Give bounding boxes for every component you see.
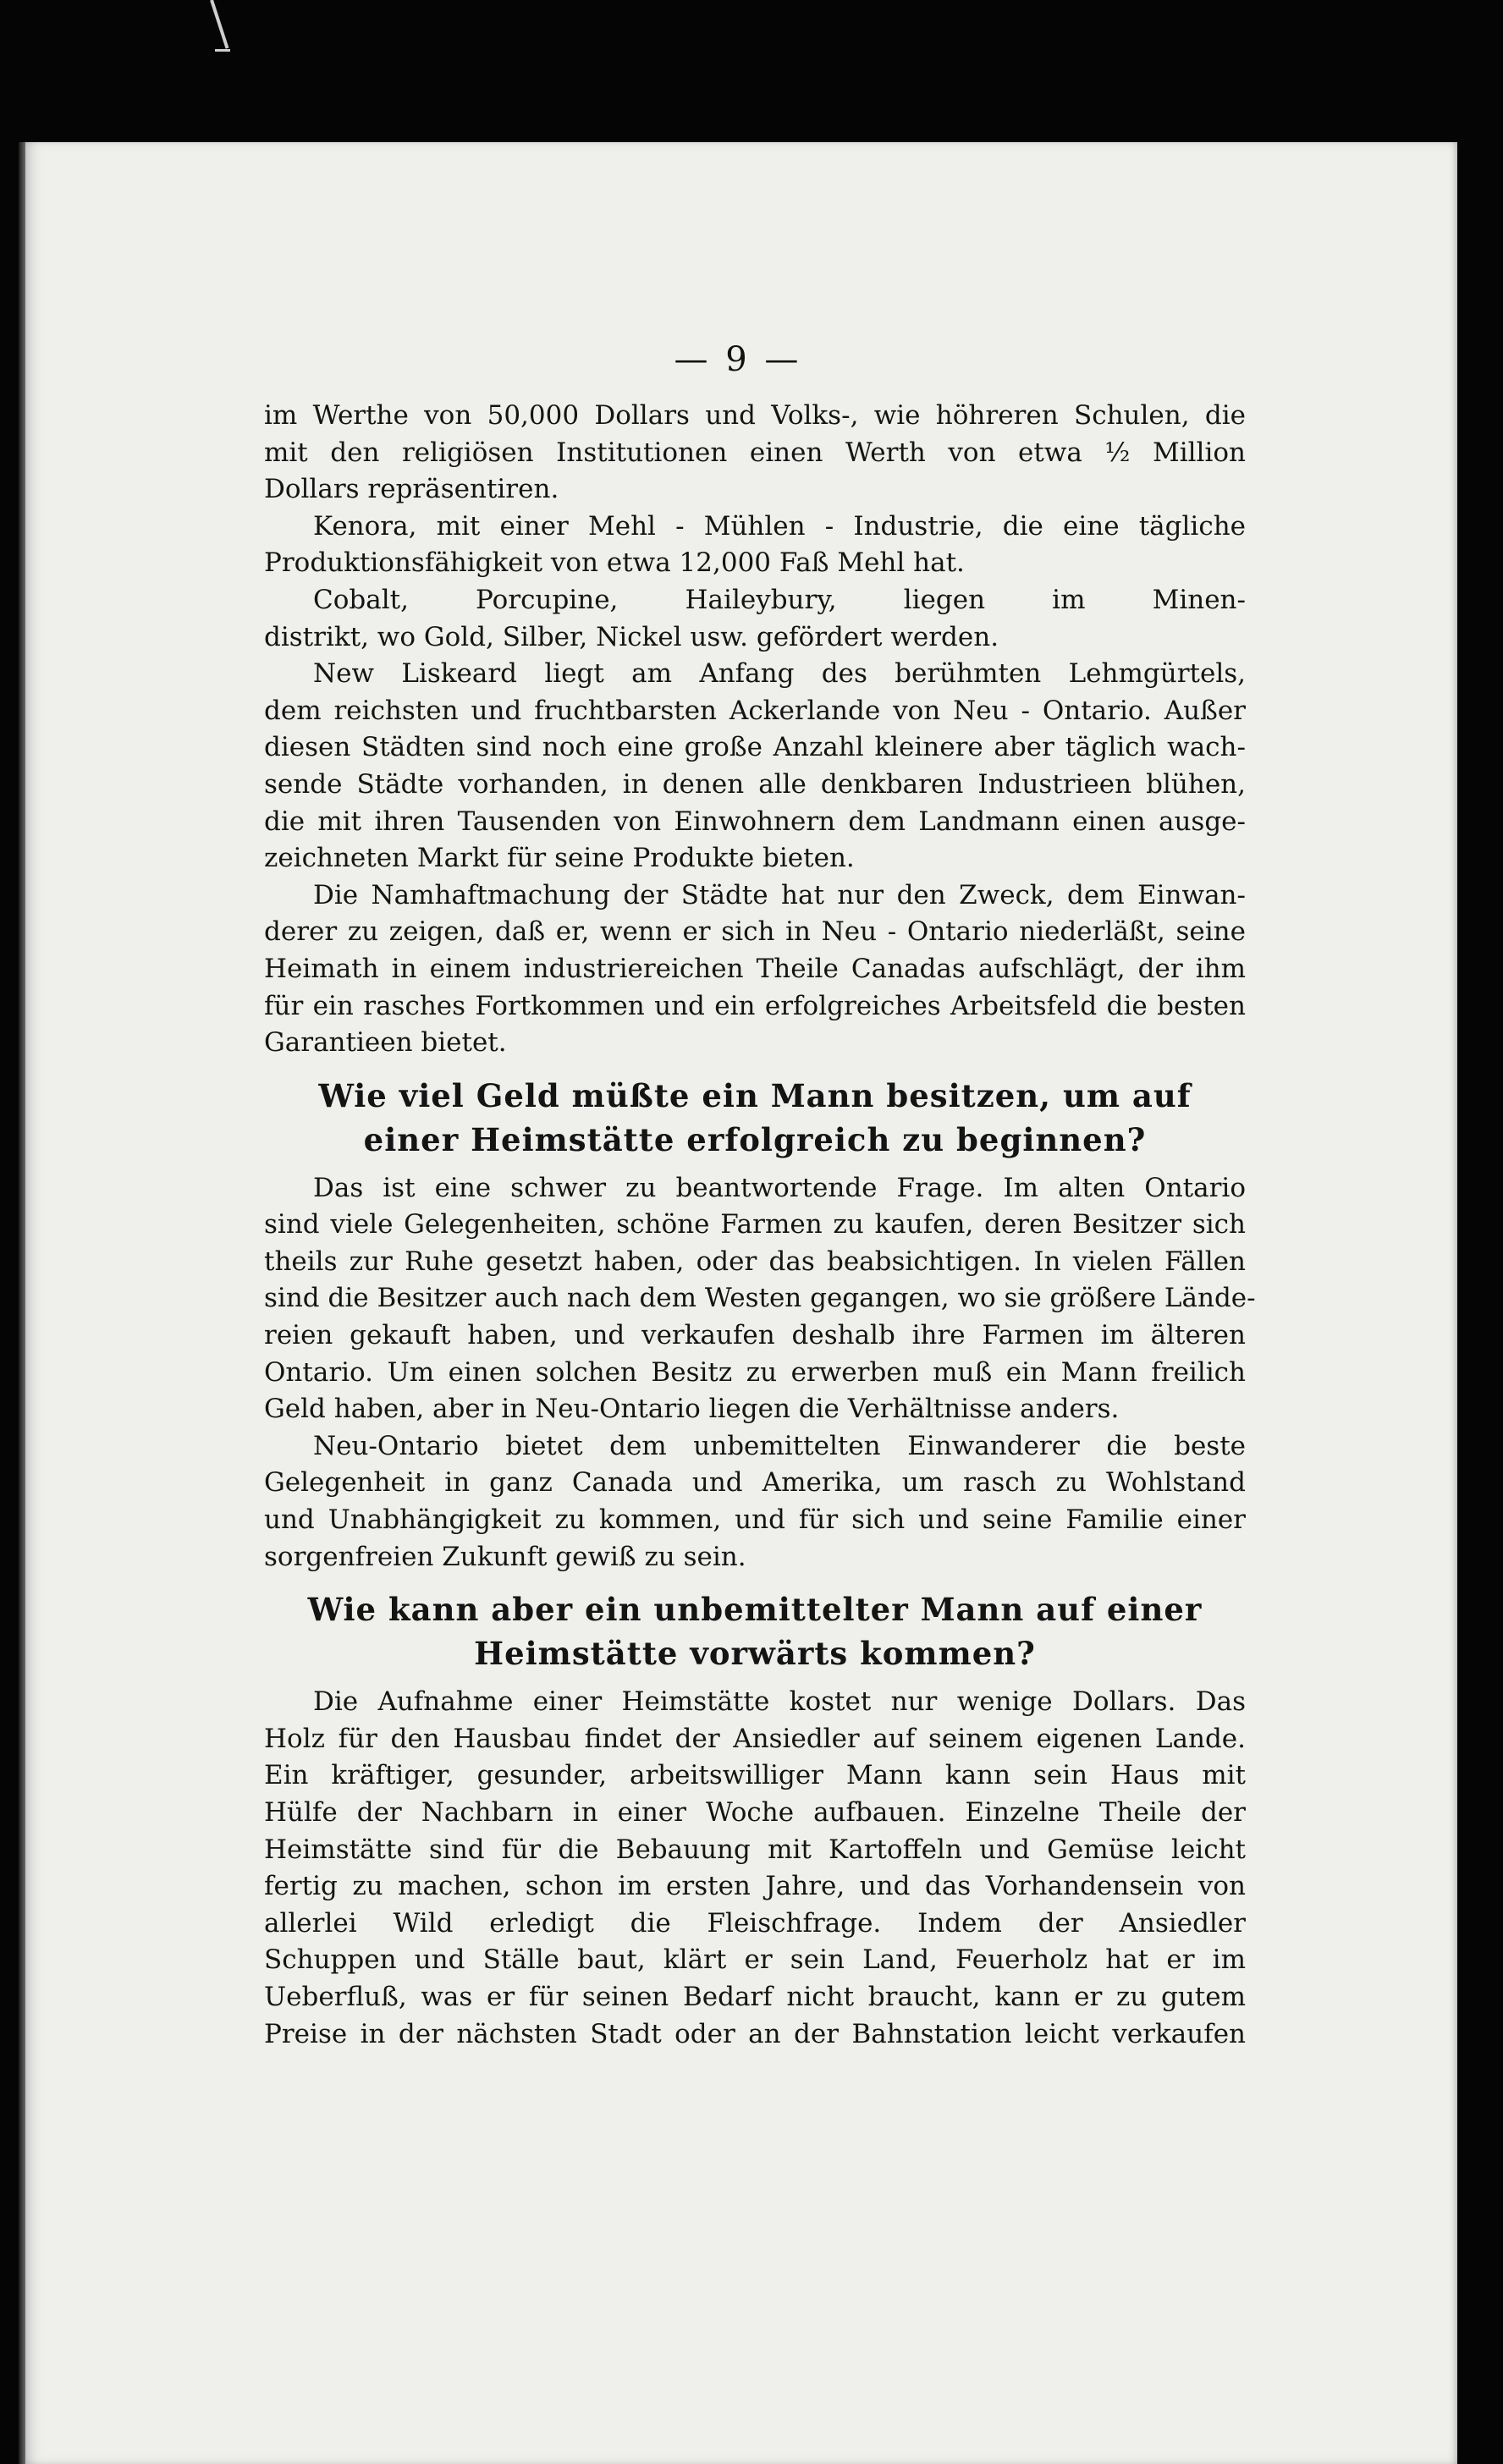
text-line: Das ist eine schwer zu beantwortende Frage. Im alten Ontario	[313, 1172, 1246, 1203]
text-line: zeichneten Markt für seine Produkte bieten.	[264, 843, 855, 874]
text-line: Ueberfluß, was er für seinen Bedarf nicht braucht, kann er zu gutem	[264, 1981, 1246, 2012]
page-text	[264, 398, 1256, 2053]
scan-artifact-mark	[210, 0, 228, 49]
text-line: Neu-Ontario bietet dem unbemittelten Einwanderer die beste	[313, 1430, 1246, 1461]
text-line: sende Städte vorhanden, in denen alle denkbaren Industrieen blühen,	[264, 768, 1246, 800]
text-line: und Unabhängigkeit zu kommen, und für sich und seine Familie einer	[264, 1504, 1246, 1536]
section-heading: Heimstätte vorwärts kommen?	[474, 1635, 1036, 1673]
text-line: Dollars repräsentiren.	[264, 474, 559, 505]
scan-artifact-mark	[215, 49, 230, 52]
text-line: Ontario. Um einen solchen Besitz zu erwerben muß ein Mann freilich	[264, 1356, 1246, 1388]
section-heading: Wie kann aber ein unbemittelter Mann auf einer	[307, 1591, 1203, 1629]
text-line: Garantieen bietet.	[264, 1027, 507, 1059]
text-line: Holz für den Hausbau findet der Ansiedler auf seinem eigenen Lande.	[264, 1723, 1246, 1754]
text-line: sind viele Gelegenheiten, schöne Farmen zu kaufen, deren Besitzer sich	[264, 1209, 1246, 1240]
text-line: sorgenfreien Zukunft gewiß zu sein.	[264, 1541, 746, 1572]
text-line: allerlei Wild erledigt die Fleischfrage. Indem der Ansiedler	[264, 1907, 1246, 1939]
text-line: Heimath in einem industriereichen Theile Canadas aufschlägt, der ihm	[264, 953, 1246, 984]
text-line: fertig zu machen, schon im ersten Jahre, und das Vorhandensein von	[264, 1871, 1246, 1902]
text-line: im Werthe von 50,000 Dollars und Volks-, wie höhreren Schulen, die	[264, 400, 1246, 431]
text-line: Schuppen und Ställe baut, klärt er sein Land, Feuerholz hat er im	[264, 1944, 1246, 1976]
text-line: Preise in der nächsten Stadt oder an der Bahnstation leicht verkaufen	[264, 2018, 1246, 2049]
text-line: Kenora, mit einer Mehl - Mühlen - Industrie, die eine tägliche	[313, 510, 1246, 542]
text-line: Cobalt, Porcupine, Haileybury, liegen im Minen-	[313, 584, 1246, 615]
text-line: mit den religiösen Institutionen einen Werth von etwa ½ Million	[264, 437, 1246, 468]
text-line: dem reichsten und fruchtbarsten Ackerlande von Neu - Ontario. Außer	[264, 695, 1246, 726]
text-line: Hülfe der Nachbarn in einer Woche aufbauen. Einzelne Theile der	[264, 1797, 1246, 1828]
text-line: theils zur Ruhe gesetzt haben, oder das beabsichtigen. In vielen Fällen	[264, 1246, 1246, 1277]
text-line: Heimstätte sind für die Bebauung mit Kartoffeln und Gemüse leicht	[264, 1834, 1246, 1865]
text-line: derer zu zeigen, daß er, wenn er sich in Neu - Ontario niederläßt, seine	[264, 916, 1246, 948]
page-binding-edge	[19, 142, 25, 2464]
text-line: reien gekauft haben, und verkaufen deshalb ihre Farmen im älteren	[264, 1320, 1246, 1351]
text-line: Die Namhaftmachung der Städte hat nur den Zweck, dem Einwan-	[313, 879, 1246, 910]
text-line: distrikt, wo Gold, Silber, Nickel usw. gefördert werden.	[264, 621, 999, 652]
section-heading: Wie viel Geld müßte ein Mann besitzen, um auf	[318, 1076, 1192, 1114]
text-line: für ein rasches Fortkommen und ein erfolgreiches Arbeitsfeld die besten	[264, 990, 1246, 1021]
text-line: New Liskeard liegt am Anfang des berühmten Lehmgürtels,	[313, 658, 1246, 690]
book-page	[19, 142, 1457, 2464]
page-number: — 9 —	[674, 340, 802, 379]
text-line: Ein kräftiger, gesunder, arbeitswilliger Mann kann sein Haus mit	[264, 1760, 1246, 1791]
text-line: Gelegenheit in ganz Canada und Amerika, um rasch zu Wohlstand	[264, 1467, 1246, 1499]
text-line: sind die Besitzer auch nach dem Westen gegangen, wo sie größere Lände-	[264, 1283, 1256, 1314]
text-line: die mit ihren Tausenden von Einwohnern dem Landmann einen ausge-	[264, 806, 1246, 837]
section-heading: einer Heimstätte erfolgreich zu beginnen?	[363, 1120, 1147, 1158]
text-line: Die Aufnahme einer Heimstätte kostet nur wenige Dollars. Das	[313, 1686, 1246, 1718]
text-line: Geld haben, aber in Neu-Ontario liegen die Verhältnisse anders.	[264, 1394, 1120, 1425]
text-line: Produktionsfähigkeit von etwa 12,000 Faß Mehl hat.	[264, 547, 965, 579]
text-line: diesen Städten sind noch eine große Anzahl kleinere aber täglich wach-	[264, 732, 1246, 763]
